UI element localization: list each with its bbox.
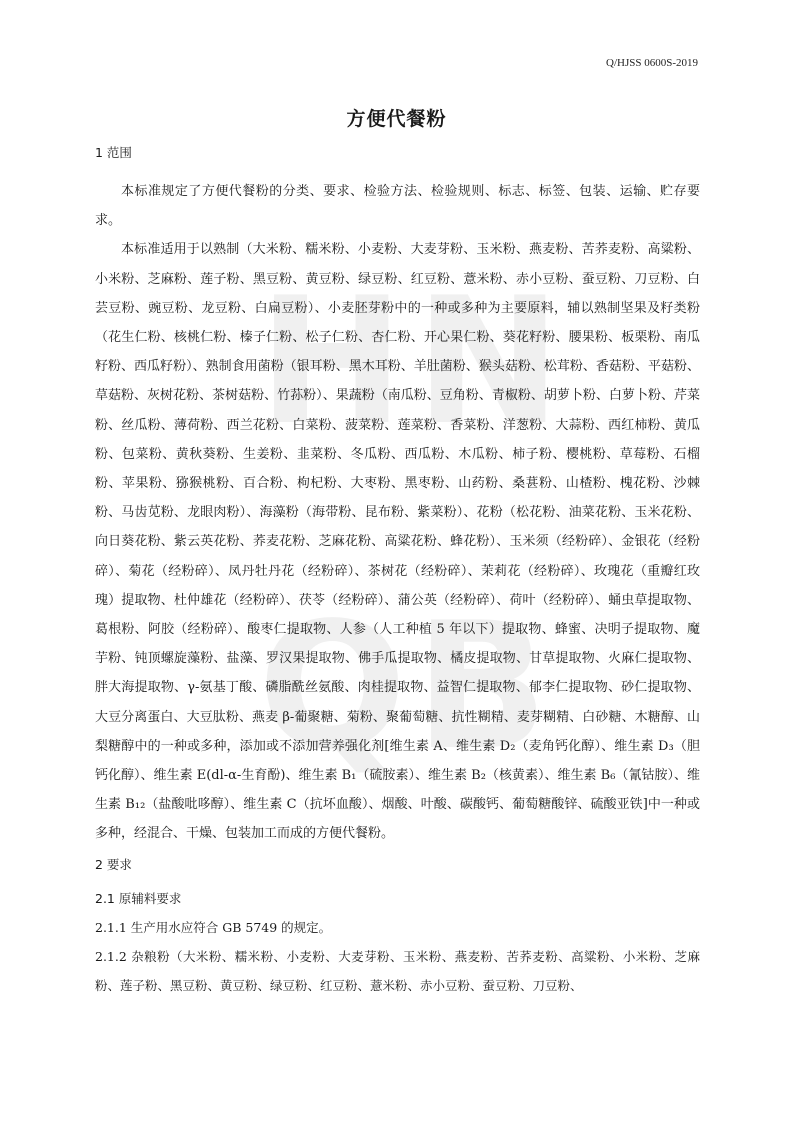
watermark-letter-q: Q [258, 586, 407, 789]
standard-code: Q/HJSS 0600S-2019 [606, 57, 698, 69]
clause-2-1-1: 2.1.1 生产用水应符合 GB 5749 的规定。 [95, 919, 332, 935]
clause-2-1-2: 2.1.2 杂粮粉（大米粉、糯米粉、小麦粉、大麦芽粉、玉米粉、燕麦粉、苦荞麦粉、高粱粉、小米粉、芝麻粉、莲子粉、黑豆粉、黄豆粉、绿豆粉、红豆粉、薏米粉、赤小豆粉、蚕豆粉、刀豆粉、 [95, 948, 700, 993]
section-heading-requirements: 2 要求 [95, 856, 132, 872]
watermark-letter-n: N [415, 261, 562, 464]
watermark-letter-h: H [258, 261, 405, 464]
document-body [95, 143, 700, 1000]
scope-paragraph-1: 本标准规定了方便代餐粉的分类、要求、检验方法、检验规则、标志、标签、包装、运输、贮存要求。 [95, 184, 700, 229]
subsection-heading-raw-materials: 2.1 原辅料要求 [95, 890, 182, 906]
section-heading-scope: 1 范围 [95, 145, 132, 160]
scope-paragraph-2: 本标准适用于以熟制（大米粉、糯米粉、小麦粉、大麦芽粉、玉米粉、燕麦粉、苦荞麦粉、高粱粉、小米粉、芝麻粉、莲子粉、黑豆粉、黄豆粉、绿豆粉、红豆粉、薏米粉、赤小豆粉、蚕豆粉、刀豆粉、白芸豆粉、豌豆粉、龙豆粉、白扁豆粉）、小麦胚芽粉中的一种或多种为主要原料，辅以熟制坚果及籽类粉（花生仁粉、核桃仁粉、榛子仁粉、松子仁粉、杏仁粉、开心果仁粉、葵花籽粉、腰果粉、板栗粉、南瓜籽粉、西瓜籽粉）、熟制食用菌粉（银耳粉、黑木耳粉、羊肚菌粉、猴头菇粉、松茸粉、香菇粉、平菇粉、草菇粉、灰树花粉、茶树菇粉、竹荪粉）、果蔬粉（南瓜粉、豆角粉、青椒粉、胡萝卜粉、白萝卜粉、芹菜粉、丝瓜粉、薄荷粉、西兰花粉、白菜粉、菠菜粉、莲菜粉、香菜粉、洋葱粉、大蒜粉、西红柿粉、黄瓜粉、包菜粉、黄秋葵粉、生姜粉、韭菜粉、冬瓜粉、西瓜粉、木瓜粉、柿子粉、樱桃粉、草莓粉、石榴粉、苹果粉、猕猴桃粉、百合粉、枸杞粉、大枣粉、黑枣粉、山药粉、桑葚粉、山楂粉、槐花粉、沙棘粉、马齿苋粉、龙眼肉粉）、海藻粉（海带粉、昆布粉、紫菜粉）、花粉（松花粉、油菜花粉、玉米花粉、向日葵花粉、紫云英花粉、荞麦花粉、芝麻花粉、高粱花粉、蜂花粉）、玉米须（经粉碎）、金银花（经粉碎）、菊花（经粉碎）、凤丹牡丹花（经粉碎）、茶树花（经粉碎）、茉莉花（经粉碎）、玫瑰花（重瓣红玫瑰）提取物、杜仲雄花（经粉碎）、茯苓（经粉碎）、蒲公英（经粉碎）、荷叶（经粉碎）、蛹虫草提取物、葛根粉、阿胶（经粉碎）、酸枣仁提取物、人参（人工种植 5 年以下）提取物、蜂蜜、决明子提取物、魔芋粉、钝顶螺旋藻粉、盐藻、罗汉果提取物、佛手瓜提取物、橘皮提取物、甘草提取物、火麻仁提取物、胖大海提取物、γ-氨基丁酸、磷脂酰丝氨酸、肉桂提取物、益智仁提取物、郁李仁提取物、砂仁提取物、大豆分离蛋白、大豆肽粉、燕麦 β-葡聚糖、菊粉、聚葡萄糖、抗性糊精、麦芽糊精、白砂糖、木糖醇、山梨糖醇中的一种或多种，添加或不添加营养强化剂[维生素 A、维生素 D₂（麦角钙化醇）、维生素 D₃（胆钙化醇）、维生素 E(dl-α-生育酚)、维生素 B₁（硫胺素）、维生素 B₂（核黄素）、维生素 B₆（氰钴胺）、维生素 B₁₂（盐酸吡哆醇）、维生素 C（抗坏血酸）、烟酸、叶酸、碳酸钙、葡萄糖酸锌、硫酸亚铁]中一种或多种，经混合、干燥、包装加工而成的方便代餐粉。 [95, 242, 700, 842]
document-title: 方便代餐粉 [346, 108, 447, 130]
watermark-letter-b: B [415, 586, 549, 789]
